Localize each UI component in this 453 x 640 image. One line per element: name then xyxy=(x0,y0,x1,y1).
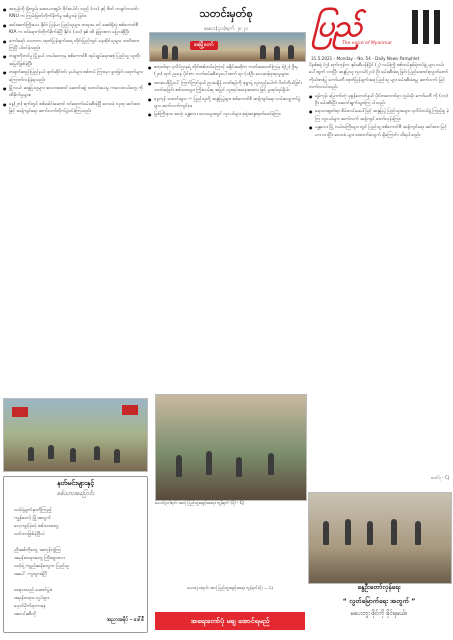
poem-body: သင့်ရဲ့မျက်နှာကိုကြည့် ကျွန်တော့် မြို့အတွက် လေ့ကျင့်ခဲ့တဲ့ စစ်သားတွေ သင်ဘာဖြစ်ခဲ့ပြီလဲ ညီအစ်ကိုတွေ အကုန်ကွဲကြ အမုန်းတရားတွေ ကြီးထွားလာ သင့်ရဲ့ ကျည်ဆန်တွေက ပြည်သူ အပေါ် ကျသွားခဲ့ပြီ တရားသည် အောင်ပွဲခံ အမှန်တရား လှုပ်ရှား မှောင်မိုက်ရာကနေ အလင်းဆီကို xyxy=(14,508,70,617)
section-date: မေလ(၃၁)ရက် ၂၀၂၁ xyxy=(204,26,248,32)
middle-column xyxy=(148,64,304,394)
person-figure xyxy=(260,45,266,59)
person-figure xyxy=(70,448,76,462)
person-figure xyxy=(28,447,34,461)
person-figure xyxy=(323,521,329,545)
person-figure xyxy=(172,46,178,60)
person-figure xyxy=(391,519,397,545)
logo-tagline: The voice of Myanmar xyxy=(342,41,393,46)
person-figure xyxy=(274,46,280,60)
person-figure xyxy=(268,453,274,475)
right-box-footer: မပေးဘူး ဖိုင်ကို ခိုင်ရမယ်။ xyxy=(350,610,408,617)
section-title: သတင်းမှတ်စု xyxy=(199,7,253,20)
protest-banner: မေမြို့တော် xyxy=(190,41,218,50)
person-figure xyxy=(288,45,294,59)
flag-shape xyxy=(12,407,28,417)
poem-author: အညာအရိပ် - ဒေါ်စီ xyxy=(106,617,144,623)
flag-shape xyxy=(122,405,138,415)
right-paragraph: မိနစ်စရုံ (၅) ရက်ကုန်က နှင်းဆီပန်းမြိုင် (၂) လမ်းကြို စစ်တပ်နှင့်ရဲတပ်ဖွဲ့ များ လမ်းပေါ်ထွက် လာပြီး ဆန္ဒပြသူ လူငယ်(၂၀) ဦး ဖမ်းဆီးခံရ ခြင်း ပြည်ထောင်စုလွှတ်တော် ကိုယ်စားပြု ကော်မတီ ထုတ်ပြန်ချက်အရ ပြည်သူ များ ဖမ်းဆီးခံရမှု ဆက်လက် မြင့်တက်လာပါသည်။ xyxy=(309,63,448,91)
left-bullet: ● အင်းဆက်ကြိုးယေ နိုင်ငံ မြန်မာ ပြည်သူများ တရားမ ၀င် ဆော်ရိုးပုံ စစ်ကောင်စီ KIA က ဝင်ရောက်တိုက်ခိုက်ခဲ့ပြီ နိုင်ငံ (၁၀) နှစ် ထိ ခွဲခြားတာ ပြောဆိုပြီ။ xyxy=(3,22,143,37)
right-paragraph: ● ရန်ကုန်၊ မြောက်ဒဂုံ ပုဇွန်တောင်နယ် ပိုင်တတောင်ရာ လွှမ်းမိုး ကော်မတီ ကို (၁၁) ဦး ဖမ်းဆီးပြီး ဆောင်းရွက်သွားကြ ပါသည်။ xyxy=(309,93,449,108)
slogan-bar: အရေးတော်ပုံ မချ အောင်ရမည် xyxy=(155,612,305,630)
poem-subtitle: စစ်သားအပြောင်း xyxy=(56,490,95,497)
person-figure xyxy=(48,445,54,459)
person-figure xyxy=(367,521,373,545)
person-figure xyxy=(236,457,242,477)
person-figure xyxy=(94,446,100,460)
person-figure xyxy=(114,449,120,463)
person-figure xyxy=(176,455,182,477)
left-bullet: ● အာပ္ပန်ဘို ရိုးကွမ်း အေးယားရှမ်း ဝိုင်းပေါင်း သည် (၁၁) နှင့် စိတ် ကချင်ကသင်း KNU က ကြမ်းဖြတ်တိုက်ခိုက်မှု ဖစ်ပွားခဲ့ ခြင်း။ xyxy=(3,6,143,21)
poem-box xyxy=(3,476,148,633)
left-bullet: ● နေ့(၂၈) ရက်တွင် စစ်ခေါင်းဆောင် ဝင်ရောက်ဖမ်းဆီးခဲ့ပြီ ဒေသခံ လူထု အင်အား ဖြင့် ဆန့်ကျင်ရေး ဆက်လက်တိုက်ပွဲဝင်ခဲ့ကြသည်။ xyxy=(3,101,143,116)
logo-text: ပြည် xyxy=(312,9,362,44)
right-paragraph: ● မန္တလေး မြို့ လမ်းမကြီးများ တွင် ပြည်သူ့ စစ်ကောင်စီ ဆန့်ကျင်ရေး အင်အား မြင့်မား လာပြီး ဒေသခံ များ ထောက်ခံလျက် ရှိကြောင်း သိရပါသည်။ xyxy=(309,124,449,139)
person-figure xyxy=(206,451,212,475)
left-bullet: ● တရွာကိုတင်မှု မြို့နယ် ဘယ်တော့မှ စစ်ကောင်စီ အုပ်ချုပ်ရေးအစုံ ပြည်သူ့ သူတိုး အမြင်ဖြစ်ခဲ့ပြီ။ xyxy=(3,53,143,68)
protest-photo-top xyxy=(149,32,306,62)
mid-bullet: ● စတုတ်ရာ ပုလိပ်ဌာနရဲ့ တိုင်းစစ်တပ်ကြောင့် ခရိုင်အဆိုက ကတ်အဖောင်းကြမှ ရဲ(၂) ဦးမှ (၂၈) ရက် ညနေ ပိုင်းက လက်ဖမ်းဆီးလူပေါ်ထက် ရာ (၁)ဦး လေဆန်ရာရာမှုများ။ xyxy=(148,64,304,79)
left-bullet: ● ကော်ရော် သဟာက ထုတ်ပြန်ချက်အရ တိုင်းပြည်တွင် နေထိုင်သူများ သတိထားကြပြီ ပါဝင်ခဲ့သည်။ xyxy=(3,38,143,53)
person-figure xyxy=(162,45,168,59)
mid-bullet: ● ထားဝယ်မြို့ပေါ် ကြက်ကြင်နယ် ညအချိန် လတ်ရမ့်ကို ဒုရွာနဲ့ လူလည်ပေါက် ပိတ်ကိုယ်ခြင်း ဘက်အခြင်း စစ်သားများ ကြိုးလမ်းရ အပြင် လူထုပ်အနေအထား ဖြင့် မှုထုပ်ရပ်ရှိပါ။ xyxy=(148,80,304,95)
poem-title: နတ်မင်းများနှင့် xyxy=(56,479,95,487)
person-figure xyxy=(415,521,421,545)
mid-bullet: ● မြစ်ကြီးနား၊ အလုံ၊ မန္တလေး ဒေသများတွင် လူငယ်များ စုရုံးဆန္ဒထုတ်ဖော်ခဲ့ကြ။ xyxy=(148,111,304,118)
protest-photo-right xyxy=(308,492,452,584)
right-paragraph: ● ရေသာဆွတ်ရာ စိမ်းလမ်းမပေါ်ဖြင့် ဆန္ဒပြပွဲ ပြည်သူအများ ပုလိပ်တပ်ဖွဲ့ ကြည့်ရှု ခဲ့ကြ လူငယ်များ ဆက်လက် ဆန့်ကျင် တော်လှန်ခဲ့ကြ။ xyxy=(309,108,449,123)
right-box-title: နွေဦးတော်လှန်ရေး xyxy=(357,583,401,591)
right-box-quote: “ လွတ်မြောက်ရေး အတွက် ” xyxy=(342,597,416,605)
person-figure xyxy=(345,519,351,545)
protest-photo-left xyxy=(3,398,148,472)
middle-photo-caption: မေလ(၃၁)ရက်၊ အလုံ ပြည်သူ့အခွင့်အရေး ကွန်ရက် (ပို) - CJ xyxy=(155,500,244,505)
protest-photo-middle xyxy=(155,394,307,501)
mid-bullet: ● နေ့ကုန် သတင်းများ — ပြည်သူတို့ ဆန္ဒပြပွဲများ စစ်ကောင်စီ ဆန့်ကျင်ရေး လမ်းလျှောက်ပွဲများ ဆက်လက်ကျင်းပ။ xyxy=(148,96,304,111)
right-photo-caption: ဓာတ်ပုံ - CJ xyxy=(430,475,449,480)
logo-bars-icon xyxy=(410,10,444,44)
masthead-logo xyxy=(312,6,404,54)
ad-text: မေလ(၃၁)ရက်၊ အလုံ ပြည်သူ့အခွင့်အရေး ကွန်ရက်(ပို) — CJ xyxy=(187,585,273,590)
issue-line: 31.5.2021 - Monday - No. 54 - Daily News Pamphlet xyxy=(311,56,420,61)
left-bullet: ● တရုတ်ဆည်းပြည်နယ် ဖုတ်ဆိုင်ဝင်း နယ်များ စစ်တပ် ကြားမှာ ဖွားခြင်း ရောဂါများ ကြောက်လန့်ခဲ့ရသည်။ xyxy=(3,69,143,84)
left-bullet: ● မြို့လယ် ဆန္ဒပြသူများ အသားစေ၀င် ဆောင်းဆွဲ သတင်းပေးမှု ကလေးငယ်တွေ ကို ထိခိုက်မှုများ။ xyxy=(3,85,143,100)
